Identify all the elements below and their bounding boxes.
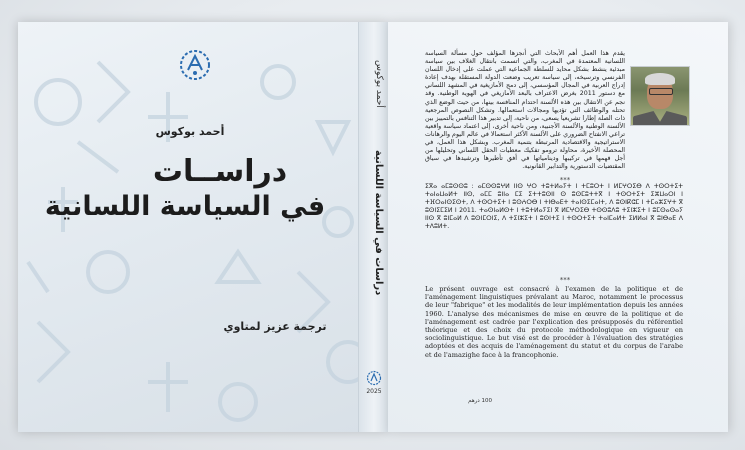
author-photo: [630, 66, 690, 126]
front-title-line1: دراســات: [152, 154, 288, 189]
separator-1: ***: [559, 176, 571, 184]
front-cover: [18, 22, 388, 432]
separator-2: ***: [559, 276, 571, 284]
back-tifinagh-summary: ⵉⴳⴰ ⴰⵎⵓⵙⵙⵓ : ⴰⵎⵙⵙⵓⵖⵍ ⵏⵏⵙ ⵖⵔ ⵜⵓⵜⵍⴰⵢⵜ ⵏ ⵜⵎⵓⵔⵜ ⵏ ⵍⵎⵖⵔⵉⴱ ⴷ ⵜⵙⵔⵜⵉⵜ ⵜⴰⵏⴰⵡⴰⵍⵜ ⵏⵏⵙ, ⴰⵎⵎ ⵓⵏⵏⴰ ⵎⵉ ⵉⵜⵜⵓⵙⵏⵏ ⵙ ⵓⵙⵎⵓⵜⵜⴳ ⵏ ⵜⵙⵔⵜⵉⵜ ⵉⵣⵡⴰⵔⵏ ⵏ ⵜⴼⵔⴰⵏⵙⵉⵙⵜ, ⴷ ⵜⵙⵔⵜⵉⵜ ⵏ ⵓⵙⵄⵔⴱ ⵏ ⵜⵏⴱⴰⴹⵜ ⵜⴰⵏⵙⵉⵎⴰⵏⵜ, ⴷ ⵓⵙⵏⴽⵛⵎ ⵏ ⵜⵎⴰⵣⵉⵖⵜ ⴳ ⵓⵙⵏⵉⵎⵉⵍ ⵏ 2011. ⵜⴰⵙⵏⴰⵍⵙⵜ ⵏ ⵜⵓⵜⵍⴰⵢⵉⵏ ⴳ ⵍⵎⵖⵔⵉⴱ ⵜⵙⵙⵓⴷⵓ ⵜⵉⵏⵣⵉⵜ ⵏ ⵓⵎⵙⴰⵙⴰⵢ ⵏⵏⵙ ⴳ ⵓⵏⵎⴰⵍ ⴷ ⵓⵙⵏⵎⵔⵏⵉ, ⴷ ⵜⵉⵏⵣⵉⵜ ⵏ ⵓⵙⵏⵜⵉ ⵏ ⵜⵙⵔⵜⵉⵜ ⵜⴰⵏⵎⴰⵍⵜ ⵉⵍⵍⴰⵏ ⴳ ⵓⵏⴱⴰⴹ ⴷ ⵜⴷⵓⵍⵜ.: [425, 183, 683, 231]
spine-year: 2025: [366, 388, 382, 395]
photo-jacket: [633, 111, 687, 126]
front-translator: ترجمة عزيز لمتاوي: [223, 320, 327, 333]
price-label: 100 درهم: [468, 398, 492, 404]
back-french-summary: Le présent ouvrage est consacré à l'examen de la politique et de l'aménagement linguistiques prévalant au Maroc, notamment le processus de leur "fabrique" et les modalités de leur implémentation depuis les années 1960. L'analyse des mécanismes de mise en œuvre de la politique et de l'aménagement est cadrée par l'explication des présupposés du référentiel théorique et des choix du protocole méthodologique en vigueur en sociolinguistique. Le but visé est de procéder à l'évaluation des stratégies adoptées et des acquis de l'aménagement du statut et du corpus de l'arabe et de l'amazighe face à la francophonie.: [425, 285, 683, 359]
publisher-logo: [178, 48, 212, 82]
front-author: أحمد بوكوس: [155, 125, 225, 138]
photo-hair: [645, 73, 675, 85]
back-arabic-summary: يقدم هذا العمل أهم الأبحاث التي أنجزها المؤلف حول مسألة السياسة اللسانية المعتمدة في المغرب، والتي اتسمت بانتقال الغلاف بين سياسة مبدئية ينشط بشكل محايد للسلطة الجماعية التي عملت على إدخال اللسان الفرنسي وترسيخه، إلى سياسة تعريب وضعت الدولة المستقلة بهدف إعادة إدراج العربية في المجال المؤسسي، إلى دمج الأمازيغية في المشهد اللساني مع دستور 2011 بغرض الاعتراف بالبعد الأمازيغي في الهوية الوطنية. وقد نجم عن الانتقال بين هذه الألسنة احتدام المنافسة بينها، من حيث الوضع الذي تحتله والوظائف التي تؤديها ومجالات استعمالها. وتشكل النصوص المرجعية ذات الصلة إطارا تشريعيا يسعى، من ناحية، إلى تدبير هذا التنافس بالتمييز بين الألسنة الوطنية والألسنة الأجنبية، ومن ناحية أخرى، إلى اعتماد سياسة واقعية تراعي الانفتاح الضروري على الألسنة الأكثر استعمالا في عالم اليوم والرهانات الاستراتيجية والاقتصادية المرتبطة بتنمية المغرب. وبشكل هذا العمل، في المحصلة الأخيرة، محاولة ترومو تفكيك معطيات الحقل اللساني وتحليلها من أجل فهمها في تركيبها ودينامياتها في أفق تأطيرها وترشيدها في سياق المقتضيات الدستورية والتدابير القانونية.: [425, 50, 625, 171]
photo-glasses: [649, 88, 673, 95]
front-title-line2: في السياسة اللسانية: [44, 191, 326, 222]
tifinagh-watermark-pattern: [18, 22, 388, 432]
spine-title: دراسات في السياسة اللسانية: [373, 150, 384, 296]
spine-author: أحمد بوكوس: [374, 60, 384, 108]
spine-logo-icon: [366, 370, 382, 386]
